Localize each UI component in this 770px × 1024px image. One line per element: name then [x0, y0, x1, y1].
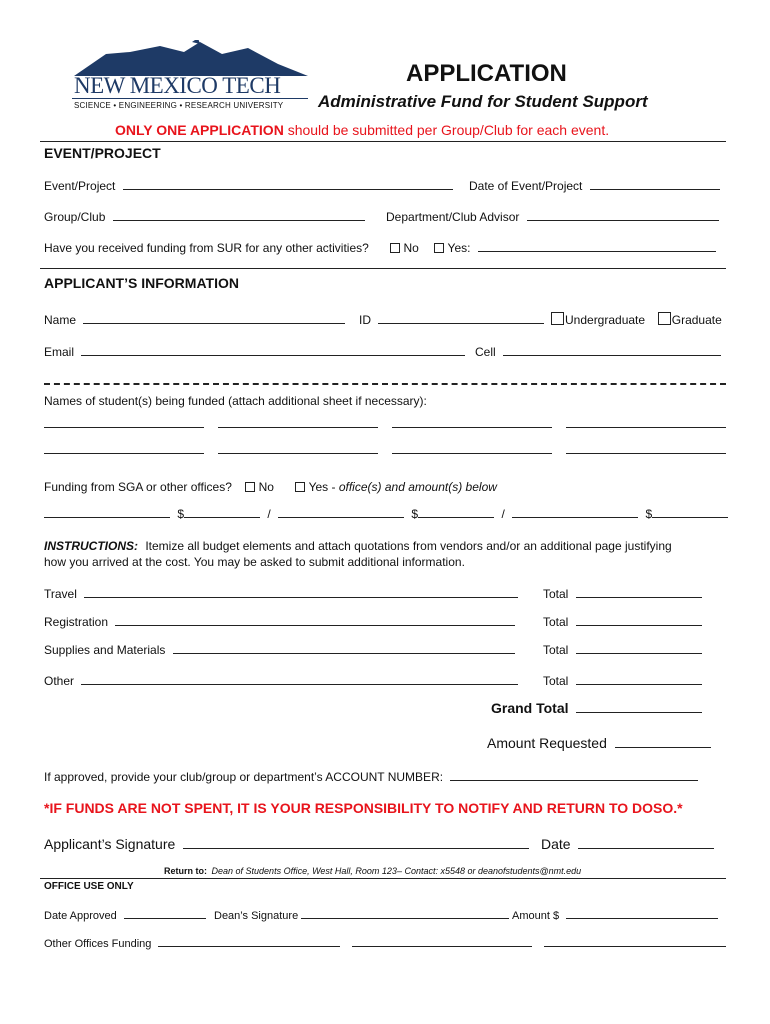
sga-office-amount-row: [44, 506, 728, 521]
budget-total-field[interactable]: [576, 614, 702, 626]
applicant-signature-field[interactable]: [183, 835, 529, 849]
instructions-text-1: Itemize all budget elements and attach quotations from vendors and/or an additional page justifying: [145, 539, 672, 553]
id-field[interactable]: [378, 312, 544, 324]
amount-field[interactable]: [566, 907, 718, 919]
budget-registration-total: [543, 614, 702, 629]
budget-item-label: Supplies and Materials: [44, 643, 166, 657]
applicant-signature-label: Applicant’s Signature: [44, 836, 176, 852]
dollar-sign: $: [411, 507, 419, 521]
id-row: [359, 312, 544, 327]
sur-no-label: No: [403, 241, 419, 255]
student-name-line[interactable]: [218, 442, 378, 454]
dashed-divider: [44, 383, 726, 385]
budget-total-label: Total: [543, 615, 569, 629]
return-to-label: Return to:: [164, 866, 207, 876]
sur-yes-checkbox[interactable]: [434, 243, 444, 253]
sga-no-label: No: [258, 480, 274, 494]
budget-total-label: Total: [543, 587, 569, 601]
date-approved-label: Date Approved: [44, 910, 117, 922]
event-project-field[interactable]: [123, 178, 453, 190]
sur-yes-label: Yes:: [447, 241, 471, 255]
group-club-field[interactable]: [113, 209, 365, 221]
graduate-checkbox[interactable]: [658, 312, 671, 325]
one-application-notice: [115, 122, 609, 138]
applicant-section-heading: APPLICANT’S INFORMATION: [44, 275, 239, 291]
logo-rule: [72, 98, 308, 99]
funds-warning: *IF FUNDS ARE NOT SPENT, IT IS YOUR RESPONSIBILITY TO NOTIFY AND RETURN TO DOSO.*: [44, 800, 683, 816]
student-name-line[interactable]: [44, 442, 204, 454]
budget-item-field[interactable]: [173, 642, 515, 654]
deans-signature-field[interactable]: [301, 907, 509, 919]
account-number-row: [44, 769, 698, 784]
notice-rest: should be submitted per Group/Club for each event.: [283, 122, 610, 138]
student-name-line[interactable]: [566, 442, 726, 454]
advisor-label: Department/Club Advisor: [386, 210, 520, 224]
sur-question: Have you received funding from SUR for any other activities?: [44, 241, 369, 255]
budget-other-row: [44, 673, 518, 688]
advisor-field[interactable]: [527, 209, 719, 221]
email-field[interactable]: [81, 344, 465, 356]
undergraduate-label: Undergraduate: [565, 313, 646, 327]
group-club-row: [44, 209, 365, 224]
budget-travel-row: [44, 586, 518, 601]
amount-requested-label: Amount Requested: [487, 735, 607, 751]
advisor-row: [386, 209, 719, 224]
logo-tagline: SCIENCE • ENGINEERING • RESEARCH UNIVERSITY: [74, 101, 284, 110]
return-to-line: [164, 866, 581, 876]
sur-no-checkbox[interactable]: [390, 243, 400, 253]
other-offices-row: [44, 935, 340, 950]
sga-question: Funding from SGA or other offices?: [44, 480, 232, 494]
cell-label: Cell: [475, 345, 496, 359]
date-approved-row: [44, 907, 206, 922]
event-date-field[interactable]: [590, 178, 720, 190]
office-rule: [40, 878, 726, 879]
logo-name: NEW MEXICO TECH: [74, 73, 281, 98]
university-logo: [72, 40, 310, 112]
student-name-line[interactable]: [392, 442, 552, 454]
instructions-line-1: [44, 539, 672, 553]
name-label: Name: [44, 313, 77, 327]
page-subtitle: Administrative Fund for Student Support: [318, 92, 648, 111]
sga-yes-label: Yes -: [308, 480, 336, 494]
other-offices-label: Other Offices Funding: [44, 938, 152, 950]
students-funded-label: Names of student(s) being funded (attach additional sheet if necessary):: [44, 394, 427, 408]
id-label: ID: [359, 313, 371, 327]
amount-requested-field[interactable]: [615, 736, 711, 748]
sga-funding-row: [44, 480, 497, 494]
deans-signature-label: Dean’s Signature: [214, 910, 299, 922]
budget-total-field[interactable]: [576, 642, 702, 654]
instructions-label: INSTRUCTIONS:: [44, 539, 138, 553]
undergraduate-checkbox[interactable]: [551, 312, 564, 325]
event-date-label: Date of Event/Project: [469, 179, 583, 193]
sga-office-field[interactable]: [512, 506, 638, 518]
budget-item-label: Other: [44, 674, 75, 688]
budget-item-field[interactable]: [115, 614, 515, 626]
cell-row: [475, 344, 721, 359]
grand-total-field[interactable]: [576, 701, 702, 713]
event-project-row: [44, 178, 453, 193]
name-field[interactable]: [83, 312, 345, 324]
sur-funding-row: [44, 240, 716, 255]
sga-no-checkbox[interactable]: [245, 482, 255, 492]
graduate-label: Graduate: [671, 313, 722, 327]
sga-yes-italic: office(s) and amount(s) below: [338, 480, 497, 494]
signature-date-row: [541, 835, 714, 852]
event-section-rule: [40, 268, 726, 269]
sga-amount-field[interactable]: [652, 506, 728, 518]
grand-total-row: [491, 700, 702, 716]
student-name-line[interactable]: [566, 416, 726, 428]
page-title: APPLICATION: [406, 60, 567, 87]
account-number-label: If approved, provide your club/group or department’s ACCOUNT NUMBER:: [44, 770, 444, 784]
student-name-line[interactable]: [218, 416, 378, 428]
student-level-row: [551, 312, 722, 327]
student-name-line[interactable]: [392, 416, 552, 428]
office-use-heading: OFFICE USE ONLY: [44, 881, 134, 892]
event-section-heading: EVENT/PROJECT: [44, 145, 161, 161]
budget-item-field[interactable]: [81, 673, 518, 685]
cell-field[interactable]: [503, 344, 721, 356]
amount-row: [512, 907, 718, 922]
email-row: [44, 344, 465, 359]
sga-amount-field[interactable]: [184, 506, 260, 518]
amount-requested-row: [487, 735, 711, 751]
slash-separator: /: [501, 507, 505, 521]
budget-supplies-row: [44, 642, 515, 657]
account-number-field[interactable]: [450, 769, 698, 781]
budget-item-label: Registration: [44, 615, 109, 629]
budget-registration-row: [44, 614, 515, 629]
signature-date-field[interactable]: [578, 835, 714, 849]
name-row: [44, 312, 345, 327]
grand-total-label: Grand Total: [491, 700, 569, 716]
budget-supplies-total: [543, 642, 702, 657]
instructions-text-2: how you arrived at the cost. You may be asked to submit additional information.: [44, 555, 465, 569]
other-offices-field[interactable]: [158, 935, 340, 947]
slash-separator: /: [267, 507, 271, 521]
sur-yes-field[interactable]: [478, 240, 716, 252]
deans-signature-row: [214, 907, 509, 922]
date-approved-field[interactable]: [124, 907, 206, 919]
sga-yes-checkbox[interactable]: [295, 482, 305, 492]
other-offices-field[interactable]: [544, 935, 726, 947]
budget-total-field[interactable]: [576, 673, 702, 685]
amount-label: Amount $: [512, 910, 560, 922]
budget-item-label: Travel: [44, 587, 77, 601]
other-offices-field[interactable]: [352, 935, 532, 947]
sga-office-field[interactable]: [44, 506, 170, 518]
applicant-signature-row: [44, 835, 529, 852]
event-project-label: Event/Project: [44, 179, 116, 193]
header-rule: [40, 141, 726, 142]
email-label: Email: [44, 345, 75, 359]
event-date-row: [469, 178, 720, 193]
budget-item-field[interactable]: [84, 586, 518, 598]
signature-date-label: Date: [541, 836, 571, 852]
sga-amount-field[interactable]: [418, 506, 494, 518]
budget-total-label: Total: [543, 674, 569, 688]
group-club-label: Group/Club: [44, 210, 106, 224]
budget-total-field[interactable]: [576, 586, 702, 598]
budget-other-total: [543, 673, 702, 688]
notice-red: ONLY ONE APPLICATION: [115, 122, 284, 138]
budget-total-label: Total: [543, 643, 569, 657]
return-to-text: Dean of Students Office, West Hall, Room 123– Contact: x5548 or deanofstudents@nmt.edu: [211, 866, 582, 876]
budget-travel-total: [543, 586, 702, 601]
dollar-sign: $: [645, 507, 653, 521]
sga-office-field[interactable]: [278, 506, 404, 518]
student-name-line[interactable]: [44, 416, 204, 428]
dollar-sign: $: [177, 507, 185, 521]
